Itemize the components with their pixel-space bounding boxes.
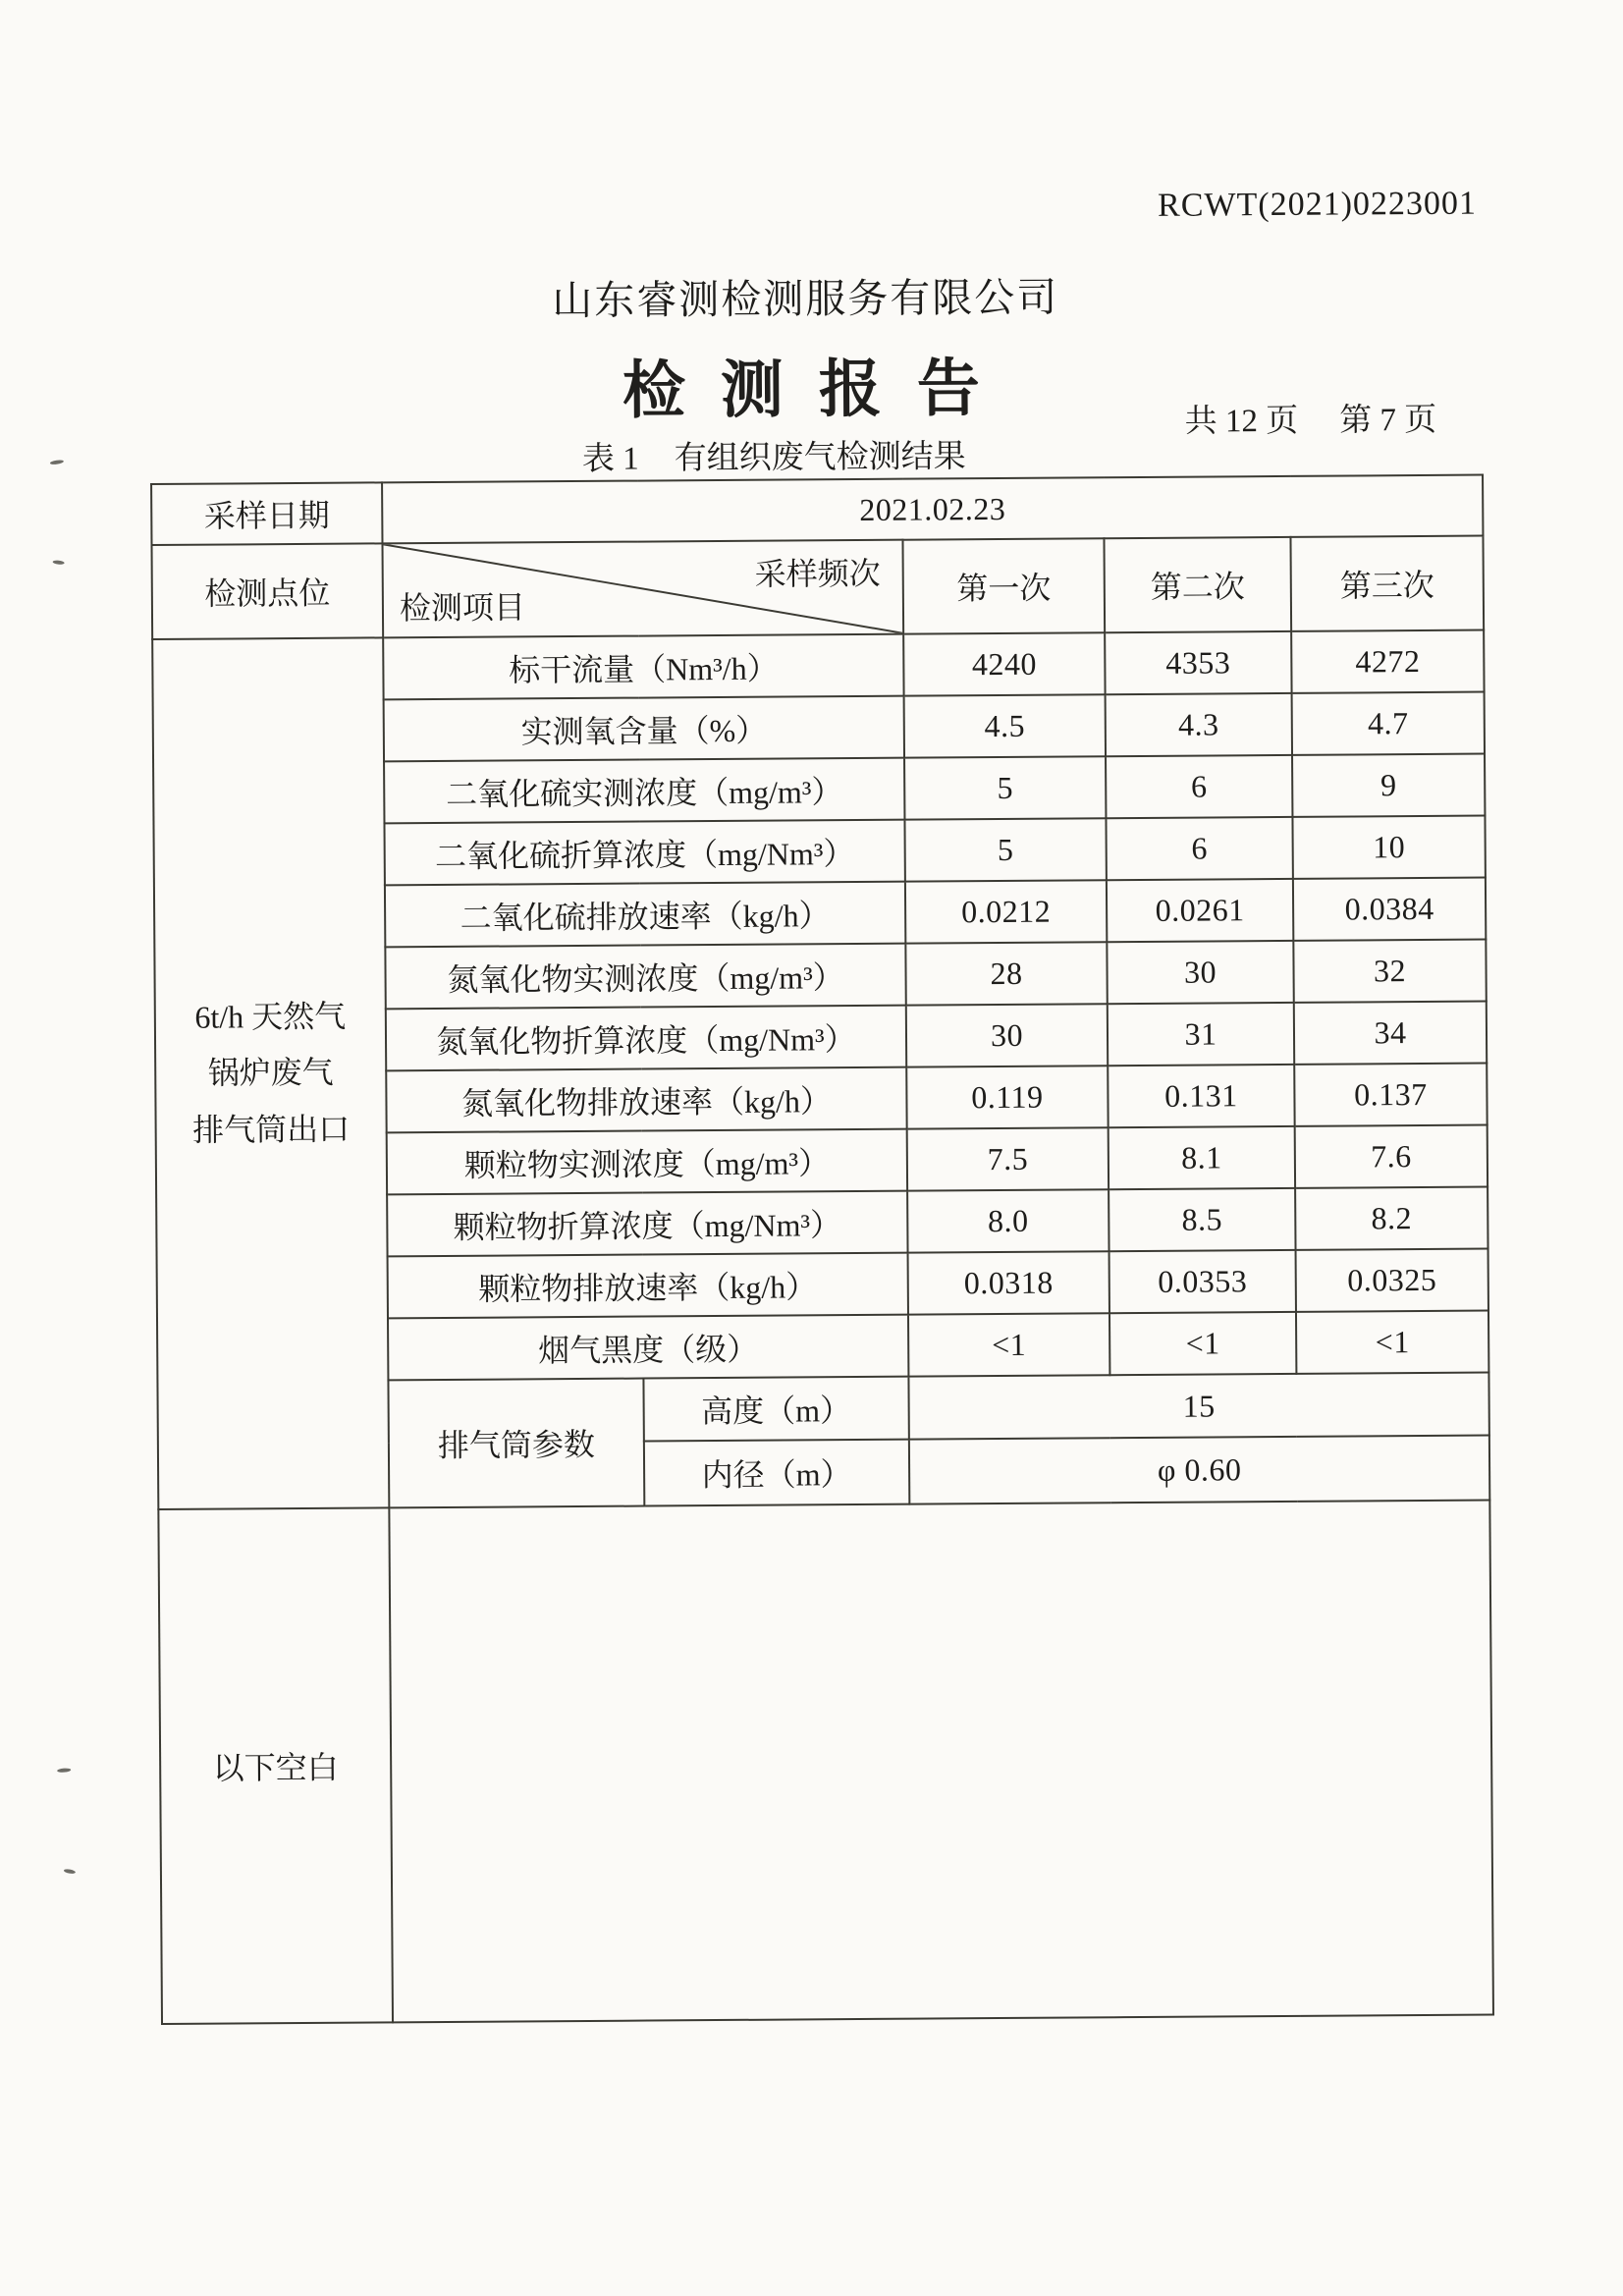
param-label-cell: 实测氧含量（%） (384, 696, 904, 762)
value-cell: 30 (906, 1004, 1108, 1066)
value-cell: 8.1 (1109, 1126, 1295, 1189)
report-number: RCWT(2021)0223001 (1157, 185, 1478, 224)
sample-date-label-cell: 采样日期 (151, 482, 382, 545)
value-cell: 0.0212 (905, 880, 1107, 943)
stack-row-label-cell: 内径（m） (644, 1440, 909, 1506)
value-cell: 31 (1108, 1003, 1294, 1066)
header-row (151, 536, 1484, 639)
value-cell: 32 (1293, 940, 1486, 1003)
location-line: 6t/h 天然气 (194, 998, 347, 1035)
value-cell: 4272 (1291, 630, 1484, 693)
results-table (150, 474, 1494, 2025)
param-label-cell: 氮氧化物实测浓度（mg/m³） (385, 944, 905, 1010)
value-cell: 28 (905, 942, 1107, 1005)
stack-params-label-cell: 排气筒参数 (388, 1379, 644, 1508)
value-cell: 4353 (1105, 631, 1291, 694)
header-diagonal-cell (382, 540, 903, 638)
blank-note-cell: 以下空白 (158, 1507, 393, 2024)
point-label-cell: 检测点位 (151, 543, 383, 639)
scan-speck (64, 1869, 76, 1875)
value-cell: 0.0325 (1296, 1249, 1488, 1312)
freq-header-third: 第三次 (1290, 536, 1484, 631)
caption-text: 有组织废气检测结果 (674, 439, 966, 477)
value-cell: 34 (1294, 1002, 1487, 1065)
table-row (152, 630, 1484, 701)
param-label-cell: 颗粒物实测浓度（mg/m³） (387, 1129, 907, 1195)
value-cell: <1 (1109, 1312, 1296, 1375)
sample-date-cell: 2021.02.23 (382, 475, 1483, 544)
page-count-total: 共 12 页 (1184, 403, 1299, 440)
caption-prefix: 表 1 (581, 441, 639, 477)
stack-row-label-cell: 高度（m） (643, 1377, 908, 1442)
param-label-cell: 标干流量（Nm³/h） (383, 634, 903, 700)
param-label-cell: 氮氧化物折算浓度（mg/Nm³） (386, 1006, 906, 1071)
page-indicator (1184, 394, 1436, 442)
param-label-cell: 二氧化硫排放速率（kg/h） (385, 882, 905, 948)
value-cell: <1 (908, 1313, 1109, 1376)
table-caption (582, 430, 966, 479)
value-cell: 5 (904, 818, 1106, 881)
company-name: 山东睿测检测服务有限公司 (552, 274, 1059, 324)
value-cell: <1 (1296, 1311, 1488, 1374)
value-cell: 6 (1106, 755, 1292, 818)
param-label-cell: 二氧化硫实测浓度（mg/m³） (384, 758, 904, 824)
value-cell: 0.0261 (1107, 879, 1293, 942)
location-cell (152, 637, 389, 1509)
value-cell: 9 (1292, 754, 1485, 817)
value-cell: 0.0353 (1109, 1250, 1296, 1313)
scan-speck (52, 560, 64, 565)
value-cell: 0.137 (1294, 1064, 1487, 1126)
blank-area-cell (389, 1501, 1493, 2023)
value-cell: 30 (1107, 941, 1293, 1004)
scan-speck (57, 1768, 71, 1773)
value-cell: 0.119 (906, 1066, 1108, 1128)
param-label-cell: 氮氧化物排放速率（kg/h） (386, 1067, 906, 1133)
test-item-label: 检测项目 (399, 589, 526, 627)
value-cell: 7.5 (907, 1127, 1109, 1190)
blank-row (158, 1501, 1493, 2024)
value-cell: 0.131 (1108, 1065, 1294, 1127)
value-cell: 10 (1292, 816, 1485, 879)
freq-header-first: 第一次 (902, 538, 1105, 633)
value-cell: 4.3 (1106, 693, 1292, 756)
value-cell: 4.7 (1292, 692, 1485, 755)
location-line: 锅炉废气 (207, 1054, 334, 1091)
param-label-cell: 烟气黑度（级） (388, 1315, 908, 1381)
value-cell: 5 (904, 756, 1106, 819)
value-cell: 8.0 (907, 1189, 1109, 1252)
param-label-cell: 颗粒物排放速率（kg/h） (388, 1253, 908, 1319)
value-cell: 0.0318 (908, 1251, 1109, 1314)
stack-value-cell: φ 0.60 (909, 1436, 1490, 1504)
location-line: 排气筒出口 (192, 1111, 351, 1148)
param-label-cell: 二氧化硫折算浓度（mg/Nm³） (384, 820, 904, 886)
stack-value-cell: 15 (908, 1373, 1488, 1440)
scan-speck (50, 460, 64, 465)
page-number-current: 第 7 页 (1339, 402, 1437, 439)
value-cell: 6 (1106, 817, 1292, 880)
report-title: 检 测 报 告 (622, 354, 991, 426)
param-label-cell: 颗粒物折算浓度（mg/Nm³） (387, 1191, 907, 1257)
sample-date-row (151, 475, 1483, 545)
value-cell: 4240 (903, 632, 1105, 695)
value-cell: 8.2 (1295, 1187, 1488, 1250)
freq-header-second: 第二次 (1104, 537, 1291, 632)
value-cell: 0.0384 (1293, 878, 1486, 941)
value-cell: 4.5 (904, 694, 1106, 757)
value-cell: 8.5 (1109, 1188, 1295, 1251)
sampling-frequency-label: 采样频次 (754, 555, 881, 592)
value-cell: 7.6 (1295, 1125, 1488, 1188)
